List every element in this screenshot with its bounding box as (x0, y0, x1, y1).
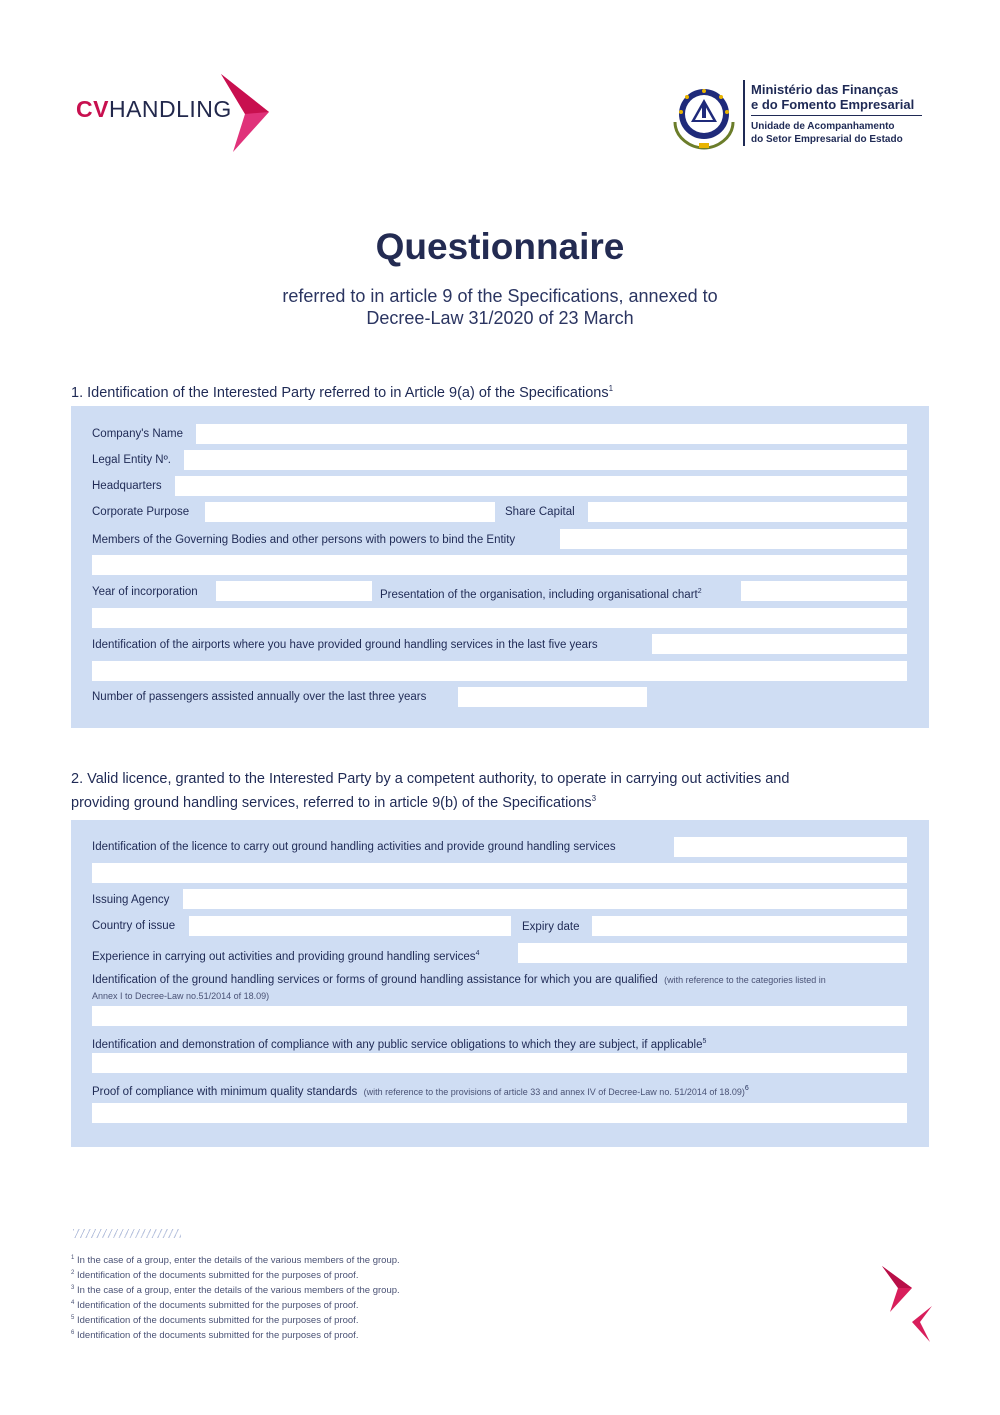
footnote-2: $^2$ Identification of the documents submitted for the purposes of proof. (71, 1270, 359, 1282)
governing-bodies-field-extra[interactable] (92, 555, 907, 575)
licence-label: Identification of the licence to carry out ground handling activities and provide ground handling services (92, 841, 616, 853)
presentation-field[interactable] (741, 581, 907, 601)
page-title: Questionnaire (375, 226, 625, 267)
licence-field-extra[interactable] (92, 863, 907, 883)
unit-name-line2: do Setor Empresarial do Estado (751, 134, 903, 145)
headquarters-label: Headquarters (92, 480, 162, 492)
share-capital-field[interactable] (588, 502, 907, 522)
footnote-3: $^3$ In the case of a group, enter the details of the various members of the group. (71, 1285, 400, 1297)
section2-heading-line2: providing ground handling services, referred to in article 9(b) of the Specifications$^3$ (71, 794, 597, 811)
airports-field[interactable] (652, 634, 907, 654)
corporate-purpose-label: Corporate Purpose (92, 506, 190, 518)
coat-of-arms-icon (669, 82, 739, 152)
unit-name-line1: Unidade de Acompanhamento (751, 121, 895, 132)
legal-entity-field[interactable] (184, 450, 907, 470)
company-name-field[interactable] (196, 424, 907, 444)
country-issue-label: Country of issue (92, 920, 176, 932)
headquarters-field[interactable] (175, 476, 907, 496)
passengers-label: Number of passengers assisted annually over the last three years (92, 691, 427, 703)
experience-field[interactable] (518, 943, 907, 963)
footnote-separator (73, 1229, 181, 1238)
footnote-1: $^1$ In the case of a group, enter the details of the various members of the group. (71, 1255, 400, 1267)
experience-label: Experience in carrying out activities and providing ground handling services$^4$ (92, 950, 480, 963)
corner-arrows-icon (880, 1266, 935, 1342)
expiry-date-field[interactable] (592, 916, 907, 936)
ministry-name-line1: Ministério das Finanças (751, 82, 899, 97)
footnote-5: $^5$ Identification of the documents submitted for the purposes of proof. (71, 1315, 359, 1327)
issuing-agency-label: Issuing Agency (92, 894, 170, 906)
cvhandling-arrow-icon (219, 74, 271, 152)
public-service-label: Identification and demonstration of compliance with any public service obligations to which they are subject, if applicable$^5$ (92, 1038, 707, 1051)
qualified-field[interactable] (92, 1006, 907, 1026)
page-subtitle-line2: Decree-Law 31/2020 of 23 March (366, 308, 634, 328)
expiry-date-label: Expiry date (522, 921, 580, 933)
legal-entity-label: Legal Entity Nº. (92, 454, 171, 466)
presentation-field-extra[interactable] (92, 608, 907, 628)
qualified-ref-line2: Annex I to Decree-Law no.51/2014 of 18.09) (92, 991, 270, 1001)
ministry-name-line2: e do Fomento Empresarial (751, 97, 915, 112)
footnote-6: $^6$ Identification of the documents submitted for the purposes of proof. (71, 1330, 359, 1342)
airports-label: Identification of the airports where you have provided ground handling services in the last five years (92, 639, 598, 651)
quality-label: Proof of compliance with minimum quality standards (with reference to the provisions of article 33 and annex IV of Decree-Law no. 51/2014 of 18.09)$^6$ (92, 1085, 749, 1098)
issuing-agency-field[interactable] (183, 889, 907, 909)
presentation-label: Presentation of the organisation, including organisational chart$^2$ (380, 588, 702, 601)
governing-bodies-field[interactable] (560, 529, 907, 549)
governing-bodies-label: Members of the Governing Bodies and other persons with powers to bind the Entity (92, 534, 516, 546)
quality-field[interactable] (92, 1103, 907, 1123)
section2-heading-line1: 2. Valid licence, granted to the Interested Party by a competent authority, to operate in carrying out activities and (71, 771, 790, 787)
share-capital-label: Share Capital (505, 506, 575, 518)
section1-heading: 1. Identification of the Interested Party referred to in Article 9(a) of the Specifications$^1$ (71, 384, 614, 401)
ministry-divider (743, 80, 745, 146)
airports-field-extra[interactable] (92, 661, 907, 681)
company-name-label: Company's Name (92, 428, 184, 440)
qualified-label: Identification of the ground handling services or forms of ground handling assistance for which you are qualified (with reference to the categories listed in (92, 974, 826, 986)
cvhandling-logo-text: CVHANDLING (76, 96, 232, 122)
year-incorporation-field[interactable] (216, 581, 372, 601)
licence-field[interactable] (674, 837, 907, 857)
year-incorporation-label: Year of incorporation (92, 586, 198, 598)
ministry-underline (751, 115, 922, 116)
footnote-4: $^4$ Identification of the documents submitted for the purposes of proof. (71, 1300, 359, 1312)
public-service-field[interactable] (92, 1053, 907, 1073)
corporate-purpose-field[interactable] (205, 502, 495, 522)
passengers-field[interactable] (458, 687, 647, 707)
page-subtitle-line1: referred to in article 9 of the Specifications, annexed to (282, 286, 718, 306)
country-issue-field[interactable] (189, 916, 511, 936)
